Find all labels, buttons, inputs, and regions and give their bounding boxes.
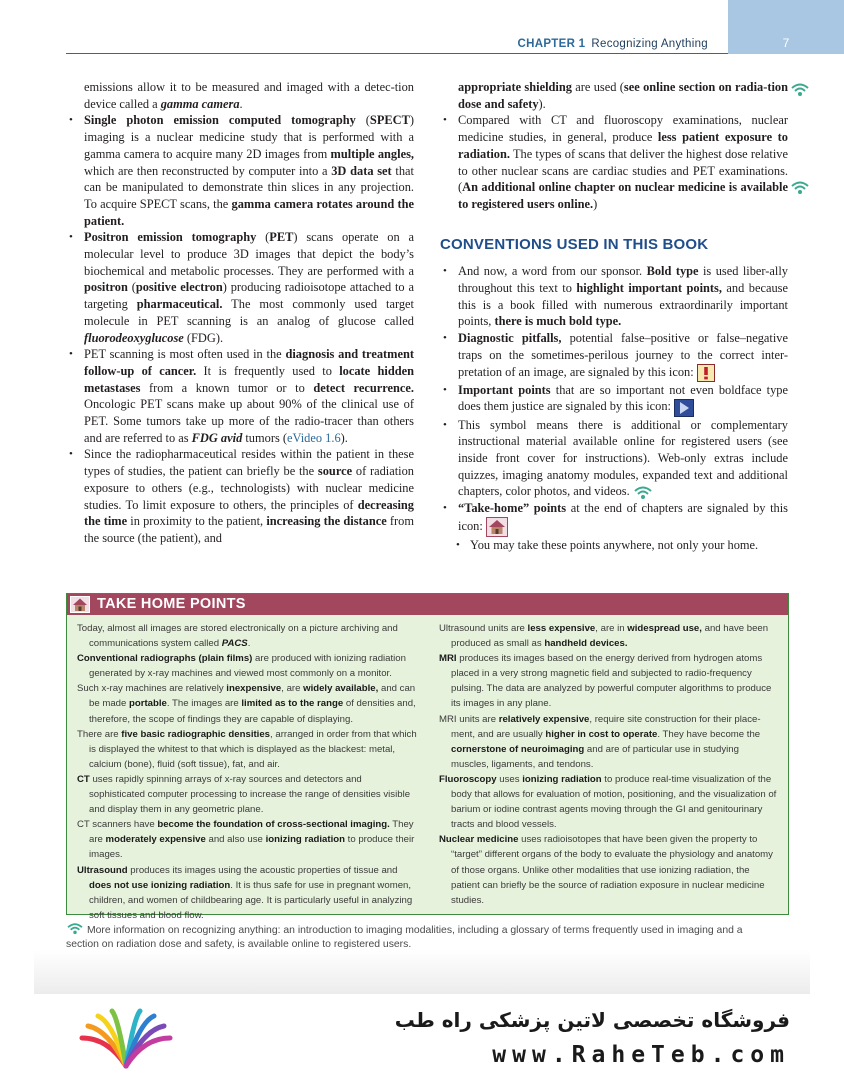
text-run: ) producing radioisotope attached to a targeting bbox=[84, 280, 414, 312]
text-run: detect recurrence. bbox=[313, 380, 414, 395]
text-run: The types of scans that deliver the highest dose relative to other nuclear scans are cardiac studies and PET examinations. ( bbox=[458, 146, 788, 195]
text-run: five basic radiographic densities bbox=[121, 728, 271, 740]
store-banner bbox=[0, 994, 844, 1080]
text-run: and can be made bbox=[89, 683, 416, 710]
text-run: cornerstone of neuroimaging bbox=[451, 743, 585, 755]
text-run: positron bbox=[84, 280, 128, 295]
text-run: FDG avid bbox=[191, 430, 243, 445]
store-name: فروشگاه تخصصی لاتین پزشکی راه طب bbox=[394, 1008, 790, 1032]
section-title: CONVENTIONS USED IN THIS BOOK bbox=[440, 235, 709, 253]
text-run: ). bbox=[538, 96, 546, 111]
text-run: and have been produced as small as bbox=[451, 623, 769, 650]
take-home-header bbox=[67, 594, 788, 615]
text-run: are produced with ionizing radiation generated by x-ray machines and viewed most commonly on a monitor. bbox=[89, 653, 406, 680]
list-item bbox=[440, 417, 788, 501]
text-run: increasing the distance bbox=[266, 514, 387, 529]
text-run: CT scanners have bbox=[77, 819, 158, 831]
list-item bbox=[440, 112, 788, 212]
text-run: ) imaging is a nuclear medicine study that is performed with a gamma camera to acquire many 2D images from bbox=[84, 113, 414, 161]
footnote-text: More information on recognizing anything: an introduction to imaging modalities, including a glossary of terms frequently used in imaging and a section on radiation dose and safety, is available online to registered users. bbox=[66, 925, 743, 950]
right-column bbox=[440, 79, 788, 553]
text-run: , arranged in order from that which is displayed the whitest to that which is displayed as the blackest: metal, calcium (bone), fluid (soft tissue), fat, and air. bbox=[89, 728, 417, 770]
video-link[interactable]: eVideo 1.6 bbox=[287, 430, 341, 445]
take-home-left-column bbox=[77, 621, 417, 923]
take-home-right-column bbox=[439, 621, 779, 908]
text-run: ionizing radiation bbox=[265, 834, 345, 846]
text-run: produces its images based on the energy derived from hydrogen atoms placed in a very strong magnetic field and subjected to radio-frequency pulsing. The data are analyzed by powerful computer algorithms to produce its images in any plane. bbox=[451, 653, 772, 710]
list-item bbox=[77, 621, 417, 651]
list-item bbox=[439, 621, 779, 651]
text-run: ( bbox=[127, 280, 136, 295]
text-run: (FDG). bbox=[183, 330, 224, 345]
text-run: that can be manipulated to demonstrate thin slices in any projection. To acquire SPECT scans, the bbox=[84, 163, 414, 211]
take-home-icon bbox=[486, 517, 508, 537]
text-run: from the source (the patient), and bbox=[84, 514, 415, 545]
list-item bbox=[77, 817, 417, 862]
pitfall-icon bbox=[697, 364, 715, 382]
text-run: Ultrasound units are bbox=[439, 623, 528, 634]
text-run: Single photon emission computed tomography bbox=[84, 113, 356, 128]
text-run: “Take-home” points bbox=[458, 501, 567, 516]
text-run: limited as to the range bbox=[241, 698, 344, 710]
text-run: of radiation exposure to others (e.g., technologists) with nuclear medicine studies. To limit exposure to others, the principles of bbox=[84, 464, 415, 512]
conventions-list bbox=[440, 263, 788, 553]
left-bullet-list bbox=[66, 112, 414, 546]
text-run: ) bbox=[593, 196, 598, 211]
text-run: gamma camera rotates around the patient. bbox=[84, 196, 414, 228]
text-run: at the end of chapters are signaled by this icon: bbox=[458, 501, 788, 533]
text-run: see online section on radia-tion dose and safety bbox=[458, 80, 788, 111]
text-run: does not use ionizing radiation bbox=[89, 879, 231, 891]
text-run: is used liber-ally throughout this text to bbox=[458, 264, 789, 296]
important-point-icon bbox=[674, 399, 694, 417]
list-item bbox=[66, 346, 414, 446]
text-run: , require site construction for their place-ment, and are usually bbox=[451, 713, 761, 740]
list-item bbox=[66, 446, 414, 546]
text-run: from a known tumor or to bbox=[140, 380, 314, 395]
text-run: potential false–positive or false–negative traps on the sometimes-perilous journey to the correct inter-pretation of an image, are signaled by this icon: bbox=[458, 331, 788, 379]
list-item bbox=[440, 330, 788, 382]
online-content-icon bbox=[790, 82, 810, 98]
list-item bbox=[440, 382, 788, 417]
text-run: positive electron bbox=[135, 280, 223, 295]
text-run: pharmaceutical. bbox=[136, 297, 223, 312]
text-run: of densities and, therefore, the scope of findings they are capable of displaying. bbox=[89, 698, 416, 725]
text-run: decreasing the time bbox=[84, 497, 414, 529]
list-item bbox=[77, 681, 417, 726]
chapter-title: Recognizing Anything bbox=[591, 38, 708, 50]
text-run: become the foundation of cross-sectional imaging. bbox=[157, 819, 390, 831]
text-run: tumors ( bbox=[242, 430, 288, 445]
text-run: PET bbox=[269, 230, 294, 245]
chapter-label: CHAPTER 1 bbox=[517, 38, 586, 50]
text-run: Such x-ray machines are relatively bbox=[77, 683, 227, 695]
running-head bbox=[518, 38, 709, 50]
text-run: PACS bbox=[221, 638, 248, 650]
text-run: They are bbox=[89, 819, 414, 846]
list-item bbox=[77, 651, 417, 681]
text-run: Diagnostic pitfalls, bbox=[458, 331, 562, 346]
list-item bbox=[439, 832, 779, 907]
text-run: . The images are bbox=[166, 698, 242, 710]
text-run: and also use bbox=[205, 834, 266, 846]
online-content-icon bbox=[633, 485, 653, 500]
online-footnote bbox=[66, 922, 778, 951]
text-run: 3D data set bbox=[331, 163, 392, 178]
book-logo bbox=[78, 1008, 174, 1070]
list-item bbox=[440, 500, 788, 537]
text-run: ( bbox=[256, 230, 270, 245]
text-run: locate hidden metastases bbox=[84, 363, 414, 395]
text-run: less expensive bbox=[527, 623, 596, 634]
list-item: • You may take these points anywhere, not only your home. bbox=[440, 537, 788, 554]
page-number: 7 bbox=[782, 36, 790, 50]
text-run: that are so important not even boldface type does them justice are signaled by this icon: bbox=[458, 382, 788, 414]
text-run: appropriate shielding bbox=[458, 80, 572, 94]
text-run: MRI bbox=[439, 653, 457, 665]
store-url: www.RaheTeb.com bbox=[492, 1042, 790, 1068]
text-run: CT bbox=[77, 773, 90, 785]
text-run: . It is thus safe for use in pregnant women, children, and women of childbearing age. It is particularly useful in analyzing soft tissues and blood flow. bbox=[89, 879, 413, 921]
text-run: in proximity to the patient, bbox=[127, 514, 267, 529]
left-column bbox=[66, 79, 414, 547]
text-run: to produce their images. bbox=[89, 834, 415, 861]
text-run: uses bbox=[496, 773, 523, 785]
right-bullet-list bbox=[440, 112, 788, 212]
list-item bbox=[66, 112, 414, 229]
text-run: Bold type bbox=[646, 264, 699, 279]
text-run: ionizing radiation bbox=[522, 773, 602, 785]
text-run: Compared with CT and fluoroscopy examinations, nuclear medicine studies, in general, produce bbox=[458, 113, 788, 145]
list-item bbox=[439, 712, 779, 772]
take-home-title: TAKE HOME POINTS bbox=[97, 596, 246, 612]
text-run: . They have become the bbox=[657, 728, 761, 740]
text-run: SPECT bbox=[369, 113, 410, 128]
text-run: are used ( bbox=[571, 80, 624, 94]
text-run: higher in cost to operate bbox=[545, 728, 658, 740]
text-run: Ultrasound bbox=[77, 864, 128, 876]
text-run: inexpensive bbox=[226, 683, 282, 695]
online-content-icon bbox=[66, 922, 84, 935]
text-run: ). bbox=[340, 430, 348, 445]
text-run: , are in bbox=[595, 623, 628, 634]
page-shadow bbox=[34, 950, 810, 994]
text-run: It is frequently used to bbox=[196, 363, 340, 378]
text-run: which are then reconstructed by computer into a bbox=[84, 163, 332, 178]
text-run: highlight important points, bbox=[576, 281, 722, 296]
text-run: And now, a word from our sponsor. bbox=[458, 264, 647, 279]
text-run: multiple angles, bbox=[330, 146, 414, 161]
list-item bbox=[439, 651, 779, 711]
text-run: Since the radiopharmaceutical resides within the patient in these types of studies, the patient can briefly be the bbox=[84, 447, 414, 479]
list-item bbox=[66, 229, 414, 346]
page-header bbox=[0, 0, 844, 58]
text-run: widely available, bbox=[303, 683, 379, 695]
text-run: An additional online chapter on nuclear medicine is available to registered users online. bbox=[458, 180, 788, 211]
text-run: Conventional radiographs (plain films) bbox=[77, 653, 253, 665]
lead-paragraph: emissions allow it to be measured and imaged with a detec-tion device called a gamma camera. bbox=[84, 80, 414, 111]
text-run: There are bbox=[77, 728, 122, 740]
text-run: Fluoroscopy bbox=[439, 773, 497, 785]
text-run: and because this is a book filled with numerous extraordinarily important points, bbox=[458, 281, 788, 329]
text-run: . bbox=[247, 638, 251, 650]
list-item bbox=[440, 263, 788, 330]
list-item bbox=[439, 772, 779, 832]
text-run: and are of particular use in studying muscles, ligaments, and tendons. bbox=[451, 743, 739, 770]
text-run: PET scanning is most often used in the bbox=[84, 347, 286, 362]
text-run: This symbol means there is additional or complementary instructional material available online for registered users (see inside front cover for instructions). Web-only extras include quizzes, imaging anatomy modules, expanded text and additional chapters, color photos, and videos. bbox=[458, 417, 788, 499]
text-run: Important points bbox=[458, 382, 551, 397]
text-run: handheld devices. bbox=[544, 638, 628, 650]
text-run: ( bbox=[355, 113, 370, 128]
text-run: MRI units are bbox=[439, 713, 499, 725]
text-run: to produce real-time visualization of the body that allows for evaluation of motion, positioning, and the visualization of barium or iodine contrast agents moving through the GI and genitourinary tracts and blood vessels. bbox=[451, 773, 777, 831]
list-item bbox=[77, 863, 417, 923]
online-content-icon bbox=[790, 180, 810, 196]
text-run: produces its images using the acoustic properties of tissue and bbox=[127, 864, 398, 876]
text-run: , are bbox=[281, 683, 304, 695]
header-rule bbox=[66, 53, 728, 54]
text-run: uses radioisotopes that have been given the property to “target” different organs of the body to evaluate the physiology and anatomy of those organs. Unlike other modalities that use ionizing radiation, the patient can briefly be the source of radiation exposure in nuclear medicine studies. bbox=[451, 834, 773, 906]
text-run: ) scans operate on a molecular level to produce 3D images that depict the body’s biochemical and metabolic processes. They are performed with a bbox=[84, 230, 414, 278]
take-home-points-box bbox=[66, 593, 789, 921]
text-run: Nuclear medicine bbox=[439, 834, 519, 846]
text-run: relatively expensive bbox=[498, 713, 590, 725]
list-item bbox=[77, 772, 417, 817]
text-run: Oncologic PET scans make up about 90% of the clinical use of PET. Some tumors take up more of the radio-tracer than others and are referred to as bbox=[84, 397, 414, 445]
text-run: diagnosis and treatment follow-up of cancer. bbox=[84, 347, 414, 378]
text-run: uses rapidly spinning arrays of x-ray sources and detectors and sophisticated computer processing to increase the range of densities visible and display them in any geometric plane. bbox=[89, 773, 411, 816]
text-run: widespread use, bbox=[627, 623, 702, 634]
text-run: moderately expensive bbox=[105, 834, 206, 846]
continued-paragraph bbox=[440, 79, 788, 112]
text-run: less patient exposure to radiation. bbox=[458, 130, 788, 161]
text-run: portable bbox=[129, 698, 167, 710]
text-run: Positron emission tomography bbox=[84, 230, 257, 245]
text-run: there is much bold type. bbox=[494, 314, 622, 329]
take-home-icon bbox=[70, 596, 90, 618]
list-item bbox=[77, 727, 417, 772]
text-run: fluorodeoxyglucose bbox=[84, 330, 184, 345]
text-run: source bbox=[317, 464, 353, 479]
text-run: The most commonly used target molecule in PET scanning is an analog of glucose called bbox=[84, 297, 414, 328]
text-run: Today, almost all images are stored electronically on a picture archiving and communications system called bbox=[77, 623, 398, 650]
